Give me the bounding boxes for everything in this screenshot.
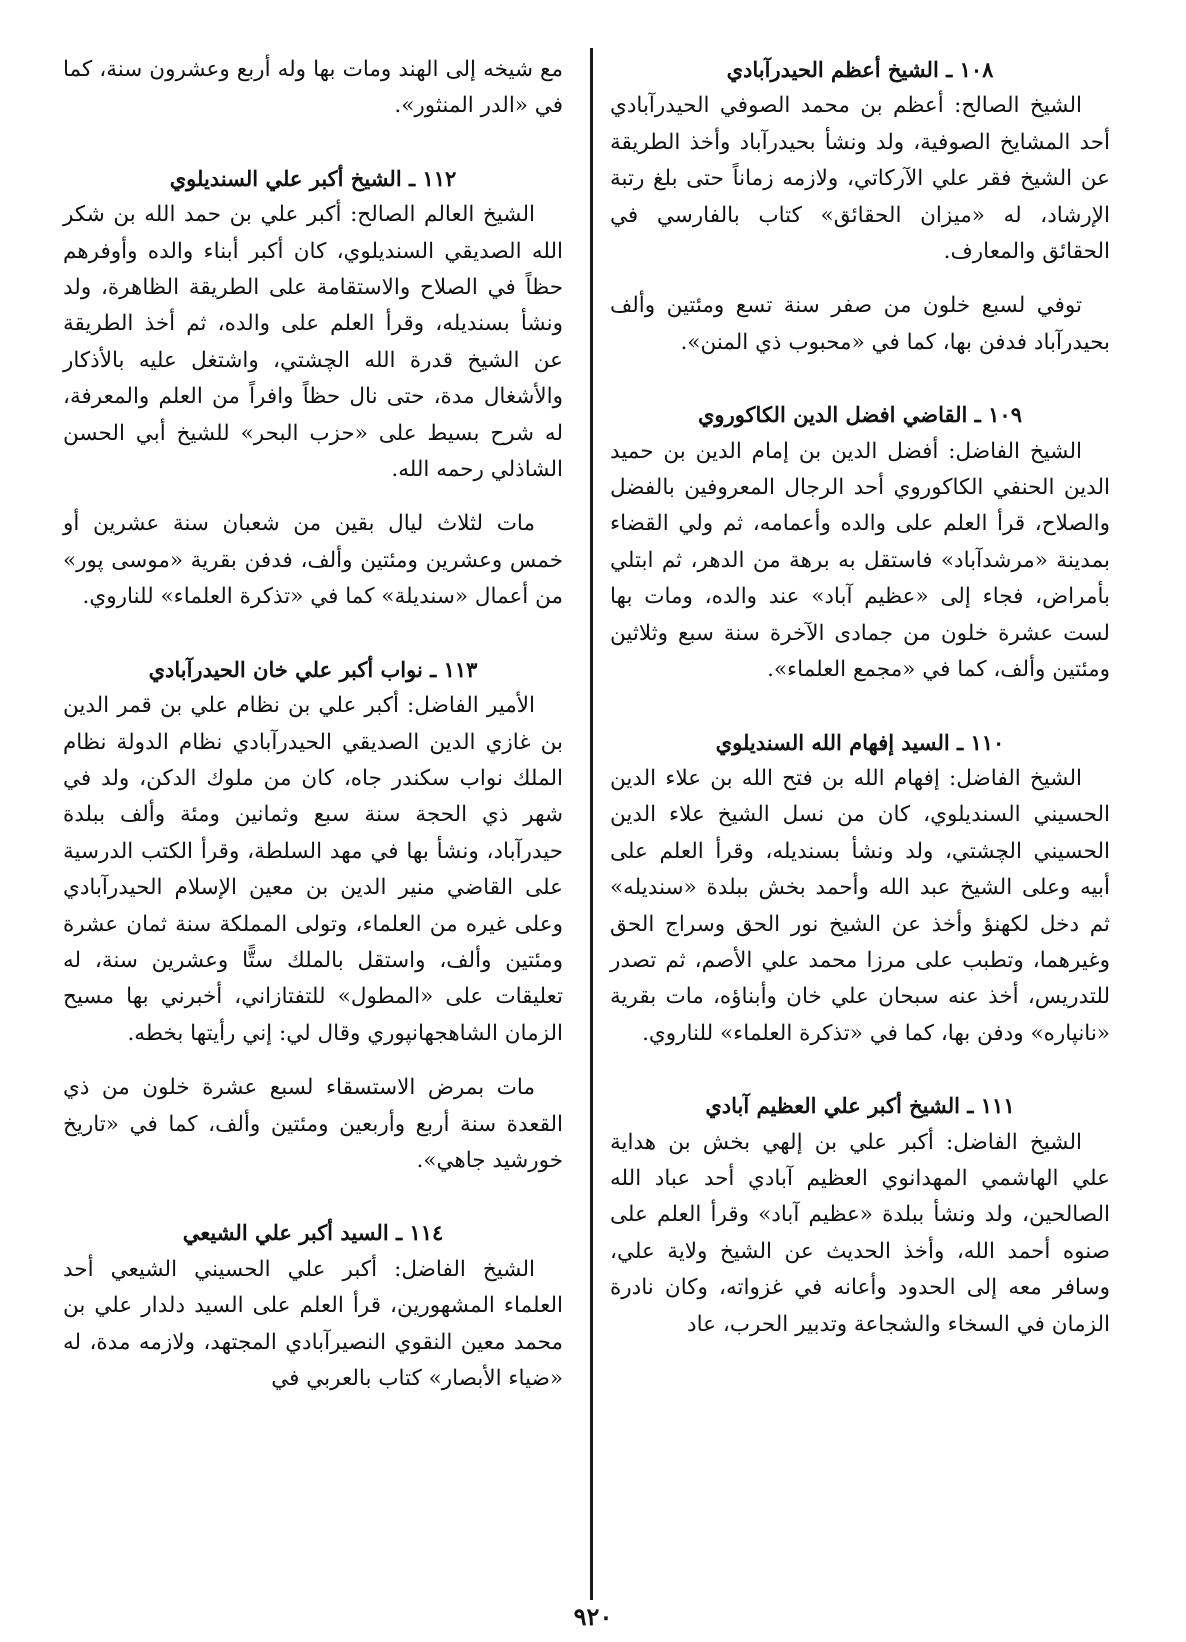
entry-114-paragraph-1: الشيخ الفاضل: أكبر علي الحسيني الشيعي أحد العلماء المشهورين، قرأ العلم على السيد دلدار علي بن محمد معين النقوي النصيرآبادي المجتهد، ولازمه مدة، له «ضياء الأبصار» كتاب بالعربي في — [63, 1256, 563, 1391]
entry-heading-112: ١١٢ ـ الشيخ أكبر علي السنديلوي — [169, 165, 457, 191]
entry-111-paragraph-1: الشيخ الفاضل: أكبر علي بن إلهي بخش بن هداية علي الهاشمي المهدانوي العظيم آبادي أحد عباد الله الصالحين، ولد ونشأ ببلدة «عظيم آباد» وقرأ العلم على صنوه أحمد الله، وأخذ الحديث عن الشيخ ولاية علي، وسافر معه إلى الحدود وأعانه في غزواته، وكان نادرة الزمان في السخاء والشجاعة وتدبير الحرب، عاد — [610, 1129, 1110, 1337]
column-divider — [590, 48, 593, 1600]
entry-heading-114: ١١٤ ـ السيد أكبر علي الشيعي — [182, 1220, 444, 1246]
left-column — [63, 52, 563, 1397]
page-number: ٩٢٠ — [573, 1602, 613, 1631]
entry-112-paragraph-1: الشيخ العالم الصالح: أكبر علي بن حمد الله بن شكر الله الصديقي السنديلوي، كان أكبر أبناء والده وأوفرهم حظاً في الصلاح والاستقامة على الطريقة الظاهرة، ولد ونشأ بسنديله، وقرأ العلم على والده، ثم أخذ الطريقة عن الشيخ قدرة الله الچشتي، واشتغل عليه بالأذكار والأشغال مدة، حتى نال حظاً وافراً من العلم والمعرفة، له شرح بسيط على «حزب البحر» للشيخ أبي الحسن الشاذلي رحمه الله. — [63, 202, 563, 483]
entry-109-paragraph-1: الشيخ الفاضل: أفضل الدين بن إمام الدين بن حميد الدين الحنفي الكاكوروي أحد الرجال المعروفين بالفضل والصلاح، قرأ العلم على والده وأعمامه، ثم ولي القضاء بمدينة «مرشدآباد» فاستقل به برهة من الدهر، ثم ابتلي بأمراض، فجاء إلى «عظيم آباد» عند والده، ومات بها لست عشرة خلون من جمادى الآخرة سنة سبع وثلاثين ومئتين وألف، كما في «مجمع العلماء». — [610, 438, 1110, 683]
entry-heading-109: ١٠٩ ـ القاضي افضل الدين الكاكوروي — [697, 402, 1022, 428]
entry-113-paragraph-2: مات بمرض الاستسقاء لسبع عشرة خلون من ذي القعدة سنة أربع وأربعين ومئتين وألف، كما في «تاريخ خورشيد جاهي». — [63, 1075, 563, 1173]
entry-heading-111: ١١١ ـ الشيخ أكبر علي العظيم آبادي — [705, 1093, 1015, 1119]
entry-heading-108: ١٠٨ ـ الشيخ أعظم الحيدرآبادي — [726, 57, 994, 82]
right-column — [610, 52, 1110, 1343]
entry-108-paragraph-1: الشيخ الصالح: أعظم بن محمد الصوفي الحيدرآبادي أحد المشايخ الصوفية، ولد ونشأ بحيدرآباد وأخذ الطريقة عن الشيخ فقر علي الآركاتي، ولازمه زماناً حتى بلغ رتبة الإرشاد، له «ميزان الحقائق» كتاب بالفارسي في الحقائق والمعارف. — [610, 93, 1110, 265]
entry-heading-113: ١١٣ ـ نواب أكبر علي خان الحيدرآبادي — [148, 656, 478, 682]
entry-110-paragraph-1: الشيخ الفاضل: إفهام الله بن فتح الله بن علاء الدين الحسيني السنديلوي، كان من نسل الشيخ علاء الدين الحسيني الچشتي، ولد ونشأ بسنديله، وقرأ العلم على أبيه وعلى الشيخ عبد الله وأحمد بخش ببلدة «سنديله» ثم دخل لكهنؤ وأخذ عن الشيخ نور الحق وسراج الحق وغيرهما، وتطبب على مرزا محمد علي الأصم، ثم تصدر للتدريس، أخذ عنه سبحان علي خان وأبناؤه، مات بقرية «نانپاره» ودفن بها، كما في «تذكرة العلماء» للناروي. — [610, 765, 1110, 1046]
entry-heading-110: ١١٠ ـ السيد إفهام الله السنديلوي — [715, 729, 1005, 755]
entry-108-paragraph-2: توفي لسبع خلون من صفر سنة تسع ومئتين وألف بحيدرآباد فدفن بها، كما في «محبوب ذي المنن». — [610, 293, 1110, 355]
entry-113-paragraph-1: الأمير الفاضل: أكبر علي بن نظام علي بن قمر الدين بن غازي الدين الصديقي الحيدرآبادي نظام الدولة نظام الملك نواب سكندر جاه، كان من ملوك الدكن، ولد في شهر ذي الحجة سنة سبع وثمانين ومئة وألف ببلدة حيدرآباد، ونشأ بها في مهد السلطة، وقرأ الكتب الدرسية على القاضي منير الدين بن معين الإسلام الحيدرآبادي وعلى غيره من العلماء، وتولى المملكة سنة ثمان عشرة ومئتين وألف، واستقل بالملك ستًّا وعشرين سنة، له تعليقات على «المطول» للتفتازاني، أخبرني بها مسيح الزمان الشاهجهانپوري وقال لي: إني رأيتها بخطه. — [63, 693, 563, 1046]
continuation-paragraph: مع شيخه إلى الهند ومات بها وله أربع وعشرون سنة، كما في «الدر المنثور». — [63, 57, 563, 119]
entry-112-paragraph-2: مات لثلاث ليال بقين من شعبان سنة عشرين أو خمس وعشرين ومئتين وألف، فدفن بقرية «موسى پور» من أعمال «سنديلة» كما في «تذكرة العلماء» للناروي. — [63, 511, 563, 610]
